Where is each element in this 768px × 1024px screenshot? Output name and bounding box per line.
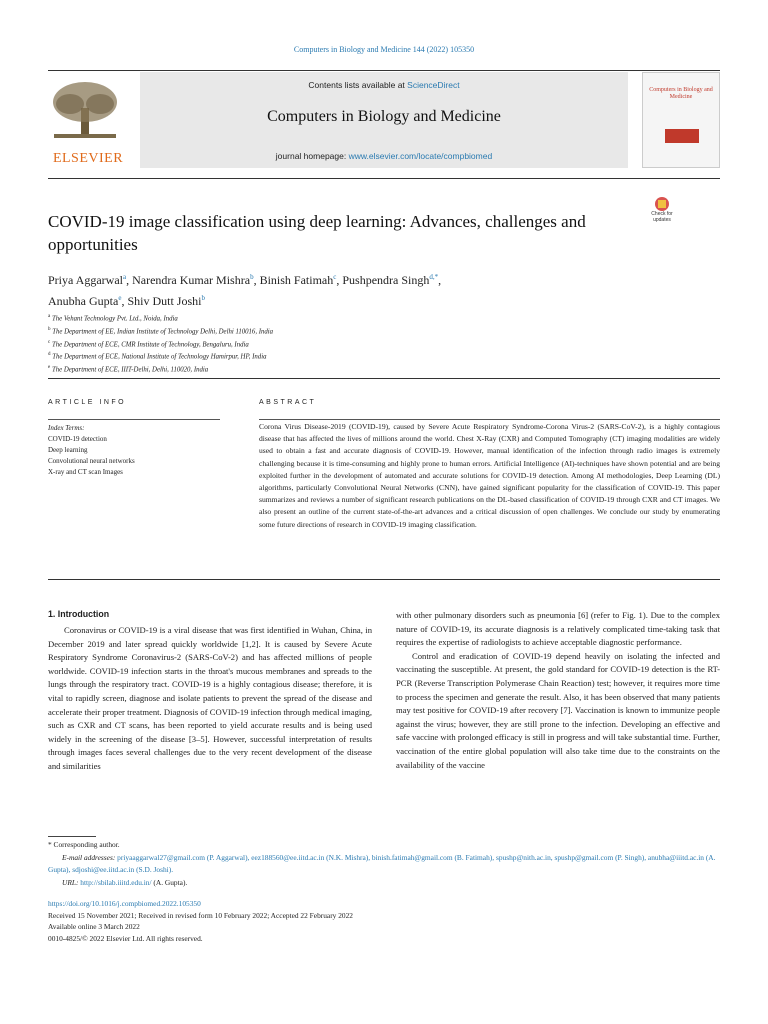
abstract-rule: [259, 419, 720, 420]
copyright: 0010-4825/© 2022 Elsevier Ltd. All rights reserved.: [48, 933, 203, 943]
corresponding-author-note: * Corresponding author.: [48, 840, 120, 849]
affiliation: $^d$ The Department of ECE, National Institute of Technology Hamirpur, HP, India: [48, 352, 267, 361]
abstract-text: Corona Virus Disease-2019 (COVID-19), caused by Severe Acute Respiratory Syndrome-Corona Virus-2 (SARS-CoV-2), is a highly contagious disease that has affected the lives of millions around the world. Chest X-Ray (CXR) and Computed Tomography (CT) imaging modalities are widely used to obtain a fast and accurate diagnosis of COVID-19. However, manual identification of the infection through radio images is extremely challenging because it is time-consuming and highly prone to human errors. Artificial Intelligence (AI)-techniques have shown potential and are being exploited further in the development of automated and accurate solutions for COVID-19 detection. Among AI methodologies, Deep Learning (DL) algorithms, particularly Convolutional Neural Networks (CNN), have gained significant popularity for the classification of COVID-19. This paper summarizes and reviews a number of significant research publications on the DL-based classification of COVID-19 through CXR and CT images. We also present an outline of the current state-of-the-art advances and a critical discussion of open challenges. We conclude our study by enumerating some future directions of research in COVID-19 imaging classification.: [259, 422, 720, 529]
header-bottom-rule: [48, 178, 720, 179]
affiliation: $^e$ The Department of ECE, IIIT-Delhi, Delhi, 110020, India: [48, 365, 209, 374]
email-addresses: E-mail addresses: priyaaggarwal27@gmail.com (P. Aggarwal), eez188560@ee.iitd.ac.in (N.K. Mishra), binish.fatimah@gmail.com (B. Fatimah), spushp@nith.ac.in, spushp@gmail.com (P. Singh), anubha@iiitd.ac.in (A. Gupta), sdjoshi@ee.iitd.ac.in (S.D. Joshi).: [48, 852, 716, 874]
keyword[interactable]: Deep learning: [48, 446, 88, 454]
author[interactable]: Narendra Kumar Mishra$^b$: [132, 273, 254, 287]
paragraph: Coronavirus or COVID-19 is a viral disease that was first identified in Wuhan, China, in December 2019 and later spread quickly worldwide [1,2]. It is caused by Severe Acute Respiratory Syndrome Coronavirus-2 (SARS-CoV-2) and has affected millions of people worldwide. COVID-19 infection starts in the throat's mucous membranes and spreads to the lungs through the respiratory tract. COVID-19 is a highly contagious disease; therefore, it is vital to rapidly screen, diagnose and isolate patients to prevent the spread of the disease and accelerate their proper treatment. Diagnosis of COVID-19 infection through medical imaging, such as CXR and CT scans, has been reported to yield accurate results and is being used widely in the screening of the disease [3–5]. However, successful interpretation of results through images faces several challenges due to the very recent development of the disease and similarities: [48, 625, 372, 771]
sciencedirect-link[interactable]: ScienceDirect: [407, 80, 460, 90]
check-updates-icon: [646, 196, 678, 212]
contents-line: Contents lists available at ScienceDirect: [308, 80, 460, 90]
abstract-heading: ABSTRACT: [259, 399, 317, 406]
journal-homepage: journal homepage: www.elsevier.com/locate/compbiomed: [275, 151, 493, 161]
check-for-updates-badge[interactable]: [646, 196, 678, 228]
journal-reference[interactable]: Computers in Biology and Medicine 144 (2022) 105350: [293, 45, 475, 54]
author[interactable]: Shiv Dutt Joshi$^b$: [127, 294, 205, 308]
footnotes: [48, 839, 720, 889]
publication-info: [48, 898, 720, 944]
keyword[interactable]: Convolutional neural networks: [48, 457, 135, 465]
introduction-heading: 1. Introduction: [48, 609, 110, 619]
affiliation: $^c$ The Department of ECE, CMR Institute of Technology, Bengaluru, India: [48, 339, 249, 348]
doi-link[interactable]: https://doi.org/10.1016/j.compbiomed.2022.105350: [48, 899, 201, 908]
check-updates-label: Check for updates: [651, 211, 673, 223]
section-rule: [48, 378, 720, 379]
cover-title: Computers in Biology and Medicine: [649, 87, 713, 101]
author[interactable]: Priya Aggarwal$^a$: [48, 273, 127, 287]
journal-cover-thumbnail[interactable]: [642, 72, 720, 168]
affiliation: $^b$ The Department of EE, Indian Institute of Technology Delhi, Delhi 110016, India: [48, 326, 274, 336]
author-list: Priya Aggarwal$^a$, Narendra Kumar Mishra$^b$, Binish Fatimah$^c$, Pushpendra Singh$^{d,*}$, Anubha Gupta$^e$, Shiv Dutt Joshi$^b$: [48, 273, 442, 308]
article-info-heading: ARTICLE INFO: [48, 399, 127, 406]
publisher-logo[interactable]: [48, 78, 128, 166]
author[interactable]: Binish Fatimah$^c$: [259, 273, 337, 287]
author-url: URL: http://sbilab.iiitd.edu.in/ (A. Gupta).: [62, 877, 188, 887]
body-column-left: [48, 624, 372, 774]
keyword[interactable]: COVID-19 detection: [48, 435, 107, 443]
paragraph: with other pulmonary disorders such as pneumonia [6] (refer to Fig. 1). Due to the complex nature of COVID-19, its accurate diagnosis is a relatively complicated time-taking task that requires the expertise of radiologists to achieve acceptable diagnostic performance.: [396, 610, 720, 648]
received-dates: Received 15 November 2021; Received in revised form 10 February 2022; Accepted 22 February 2022: [48, 910, 353, 920]
homepage-link[interactable]: www.elsevier.com/locate/compbiomed: [348, 151, 493, 161]
section-rule: [48, 579, 720, 580]
url-link[interactable]: http://sbilab.iiitd.edu.in/: [80, 877, 152, 887]
affiliations: [48, 312, 648, 376]
paragraph: Control and eradication of COVID-19 depend heavily on isolating the infected and vaccinating the susceptible. At present, the gold standard for COVID-19 detection is the RT-PCR (Reverse Transcription Polymerase Chain Reaction) test; however, it requires more time to process the specimen and generate the result. Also, it has been observed that many patients may test positive for COVID-19 after recovery [7]. Vaccination is known to immunize people against the virus; however, they are still prone to the infection. Developing an effective and safe vaccine with prolonged efficacy is still in progress and will take substantial time. Further, vaccination of the entire global population will also take time due to the constraints on the availability of the vaccine: [396, 650, 720, 770]
paper-title: COVID-19 image classification using deep learning: Advances, challenges and opportunities: [48, 212, 586, 254]
affiliation: $^a$ The Vehant Technology Pvt. Ltd., Noida, India: [48, 314, 178, 323]
journal-title: Computers in Biology and Medicine: [267, 108, 501, 125]
keyword[interactable]: X-ray and CT scan Images: [48, 468, 123, 476]
email-links[interactable]: priyaaggarwal27@gmail.com (P. Aggarwal), eez188560@ee.iitd.ac.in (N.K. Mishra), binish.fatimah@gmail.com (B. Fatimah), spushp@nith.ac.in, spushp@gmail.com (P. Singh), anubha@iiitd.ac.in (A. Gupta), sdjoshi@ee.iitd.ac.in (S.D. Joshi).: [48, 852, 716, 874]
body-column-right: [396, 609, 720, 772]
elsevier-tree-icon: [48, 78, 122, 142]
cover-graphic: [665, 129, 699, 143]
author[interactable]: Anubha Gupta$^e$: [48, 294, 122, 308]
author[interactable]: Pushpendra Singh$^{d,*}$: [342, 273, 439, 287]
article-info-rule: [48, 419, 220, 420]
keywords-title: Index Terms:: [48, 424, 85, 432]
header-top-rule: [48, 70, 720, 71]
available-online: Available online 3 March 2022: [48, 922, 140, 931]
publisher-name: ELSEVIER: [52, 151, 124, 166]
keywords: [48, 423, 228, 478]
footnote-rule: [48, 836, 96, 837]
